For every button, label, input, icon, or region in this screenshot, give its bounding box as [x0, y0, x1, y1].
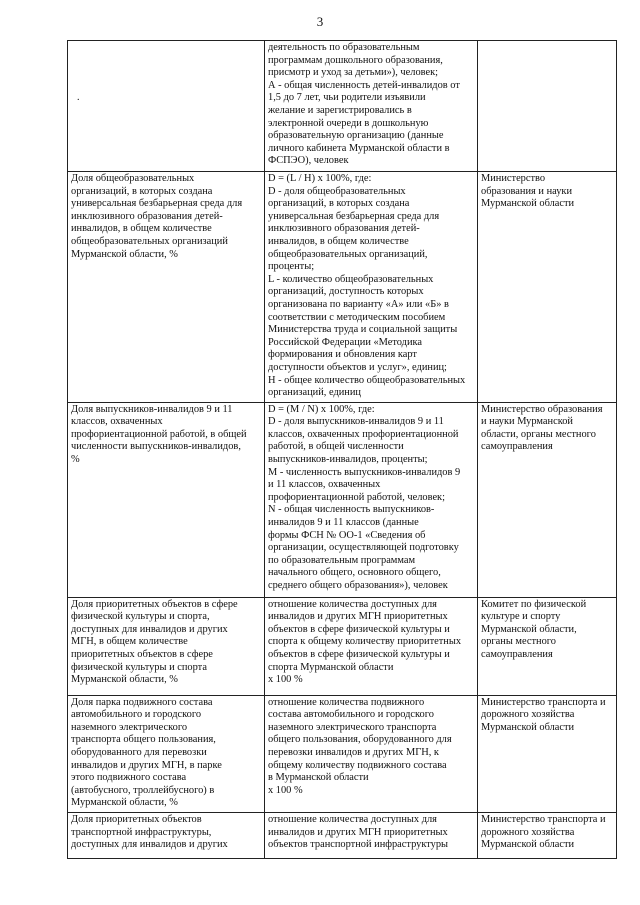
table-row: [68, 41, 617, 172]
table-row: [68, 813, 617, 859]
responsible-cell: Министерство образования и науки Мурманской области, органы местного самоуправления: [478, 402, 617, 597]
formula-cell: D = (M / N) x 100%, где: D - доля выпускников-инвалидов 9 и 11 классов, охваченных профориентационной работой, в общей численности выпускников-инвалидов, проценты; M - численность выпускников-инвалидов 9 и 11 классов, охваченных профориентационной работой, человек; N - общая численность выпускников- инвалидов 9 и 11 классов (данные формы ФСН № ОО-1 «Сведения об организации, осуществляющей подготовку по образовательным программам начального общего, основного общего, среднего общего образования»), человек: [265, 402, 478, 597]
table-row: [68, 597, 617, 695]
table-row: [68, 172, 617, 403]
margin-mark: .: [77, 92, 80, 104]
responsible-cell: Министерство транспорта и дорожного хозяйства Мурманской области: [478, 695, 617, 812]
indicator-cell: [68, 41, 265, 172]
formula-cell: отношение количества доступных для инвалидов и других МГН приоритетных объектов в сфере физической культуры и спорта к общему количеству приоритетных объектов в сфере физической культуры и спорта Мурманской области x 100 %: [265, 597, 478, 695]
indicator-cell: Доля приоритетных объектов транспортной инфраструктуры, доступных для инвалидов и других: [68, 813, 265, 859]
responsible-cell: Министерство образования и науки Мурманской области: [478, 172, 617, 403]
formula-cell: отношение количества доступных для инвалидов и других МГН приоритетных объектов транспортной инфраструктуры: [265, 813, 478, 859]
responsible-cell: [478, 41, 617, 172]
page-number: 3: [316, 14, 324, 29]
responsible-cell: Министерство транспорта и дорожного хозяйства Мурманской области: [478, 813, 617, 859]
indicator-cell: Доля выпускников-инвалидов 9 и 11 классов, охваченных профориентационной работой, в общей численности выпускников-инвалидов, %: [68, 402, 265, 597]
indicator-cell: Доля приоритетных объектов в сфере физической культуры и спорта, доступных для инвалидов и других МГН, в общем количестве приоритетных объектов в сфере физической культуры и спорта Мурманской области, %: [68, 597, 265, 695]
table-row: [68, 402, 617, 597]
indicators-table: [67, 40, 617, 859]
table-row: [68, 695, 617, 812]
responsible-cell: Комитет по физической культуре и спорту Мурманской области, органы местного самоуправления: [478, 597, 617, 695]
indicator-cell: Доля общеобразовательных организаций, в которых создана универсальная безбарьерная среда для инклюзивного образования детей- инвалидов, в общем количестве общеобразовательных организаций Мурманской области, %: [68, 172, 265, 403]
formula-cell: деятельность по образовательным программам дошкольного образования, присмотр и уход за детьми»), человек; А - общая численность детей-инвалидов от 1,5 до 7 лет, чьи родители изъявили желание и зарегистрировались в электронной очереди в дошкольную образовательную организацию (данные личного кабинета Мурманской области в ФСПЭО), человек: [265, 41, 478, 172]
formula-cell: D = (L / H) x 100%, где: D - доля общеобразовательных организаций, в которых создана универсальная безбарьерная среда для инклюзивного образования детей- инвалидов, в общем количестве общеобразовательных организаций, проценты; L - количество общеобразовательных организаций, доступность которых организована по варианту «А» или «Б» в соответствии с методическим пособием Министерства труда и социальной защиты Российской Федерации «Методика формирования и обновления карт доступности объектов и услуг», единиц; H - общее количество общеобразовательных организаций, единиц: [265, 172, 478, 403]
indicator-cell: Доля парка подвижного состава автомобильного и городского наземного электрического транспорта общего пользования, оборудованного для перевозки инвалидов и других МГН, в парке этого подвижного состава (автобусного, троллейбусного) в Мурманской области, %: [68, 695, 265, 812]
formula-cell: отношение количества подвижного состава автомобильного и городского наземного электрического транспорта общего пользования, оборудованного для перевозки инвалидов и других МГН, к общему количеству подвижного состава в Мурманской области x 100 %: [265, 695, 478, 812]
